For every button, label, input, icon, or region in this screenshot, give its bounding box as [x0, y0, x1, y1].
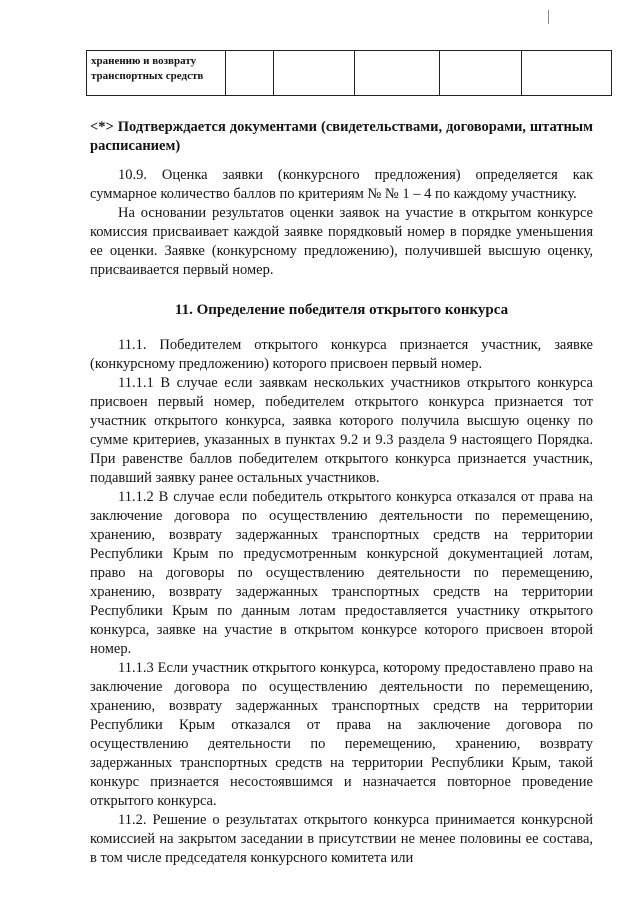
- paragraph-11-1: 11.1. Победителем открытого конкурса признается участник, заявке (конкурсному предложению) которого присвоен первый номер.: [90, 337, 593, 372]
- table-cell: [522, 51, 612, 96]
- footnote: [90, 118, 593, 156]
- paragraph-11-1-1: 11.1.1 В случае если заявкам нескольких участников открытого конкурса присвоен первый номер, победителем открытого конкурса признается тот участник открытого конкурса, заявка которого получила высшую оценку по сумме критериев, указанных в пунктах 9.2 и 9.3 раздела 9 настоящего Порядка. При равенстве баллов победителем открытого конкурса признается участник, подавший заявку ранее остальных участников.: [90, 375, 593, 486]
- table-cell-line: хранению и возврату: [91, 55, 197, 67]
- paragraph-10-9: 10.9. Оценка заявки (конкурсного предложения) определяется как суммарное количество баллов по критериям № № 1 – 4 по каждому участнику.: [90, 167, 593, 202]
- criteria-table-fragment: [86, 50, 612, 96]
- table-cell-line: транспортных средств: [91, 70, 204, 82]
- paragraph-11-1-2: 11.1.2 В случае если победитель открытого конкурса отказался от права на заключение договора по осуществлению деятельности по перемещению, хранению, возврату задержанных транспортных средств на территории Республики Крым по предусмотренным конкурсной документацией лотам, право на договоры по осуществлению деятельности по перемещению, хранению, возврату задержанных транспортных средств на территории Республики Крым по данным лотам предоставляется участнику открытого конкурса, заявке на участие в открытом конкурсе которого присвоен второй номер.: [90, 489, 593, 657]
- table-cell: [226, 51, 274, 96]
- table-cell: [87, 51, 226, 96]
- section-10-text: [90, 166, 593, 280]
- table-cell: [355, 51, 440, 96]
- paragraph-11-1-3: 11.1.3 Если участник открытого конкурса, которому предоставлено право на заключение договора по осуществлению деятельности по перемещению, хранению, возврату задержанных транспортных средств на территории Республики Крым отказался от права на заключение договора по осуществлению деятельности по перемещению, хранению, возврату задержанных транспортных средств на территории Республики Крым, такой конкурс признается несостоявшимся и назначается повторное проведение открытого конкурса.: [90, 660, 593, 809]
- section-heading: 11. Определение победителя открытого конкурса: [174, 302, 509, 318]
- table-row: [87, 51, 612, 96]
- footnote-marker: <*>: [90, 119, 114, 135]
- scan-mark: [548, 10, 549, 24]
- section-11-text: [90, 336, 593, 868]
- paragraph-10-9-ranking: На основании результатов оценки заявок на участие в открытом конкурсе комиссия присваивает каждой заявке порядковый номер в порядке уменьшения ее оценки. Заявке (конкурсному предложению), получившей высшую оценку, присваивается первый номер.: [90, 205, 593, 278]
- table-cell: [440, 51, 522, 96]
- footnote-text: Подтверждается документами (свидетельствами, договорами, штатным расписанием): [90, 119, 594, 154]
- paragraph-11-2: 11.2. Решение о результатах открытого конкурса принимается конкурсной комиссией на закрытом заседании в присутствии не менее половины ее состава, в том числе председателя конкурсного комитета или: [90, 812, 593, 866]
- table-cell: [274, 51, 355, 96]
